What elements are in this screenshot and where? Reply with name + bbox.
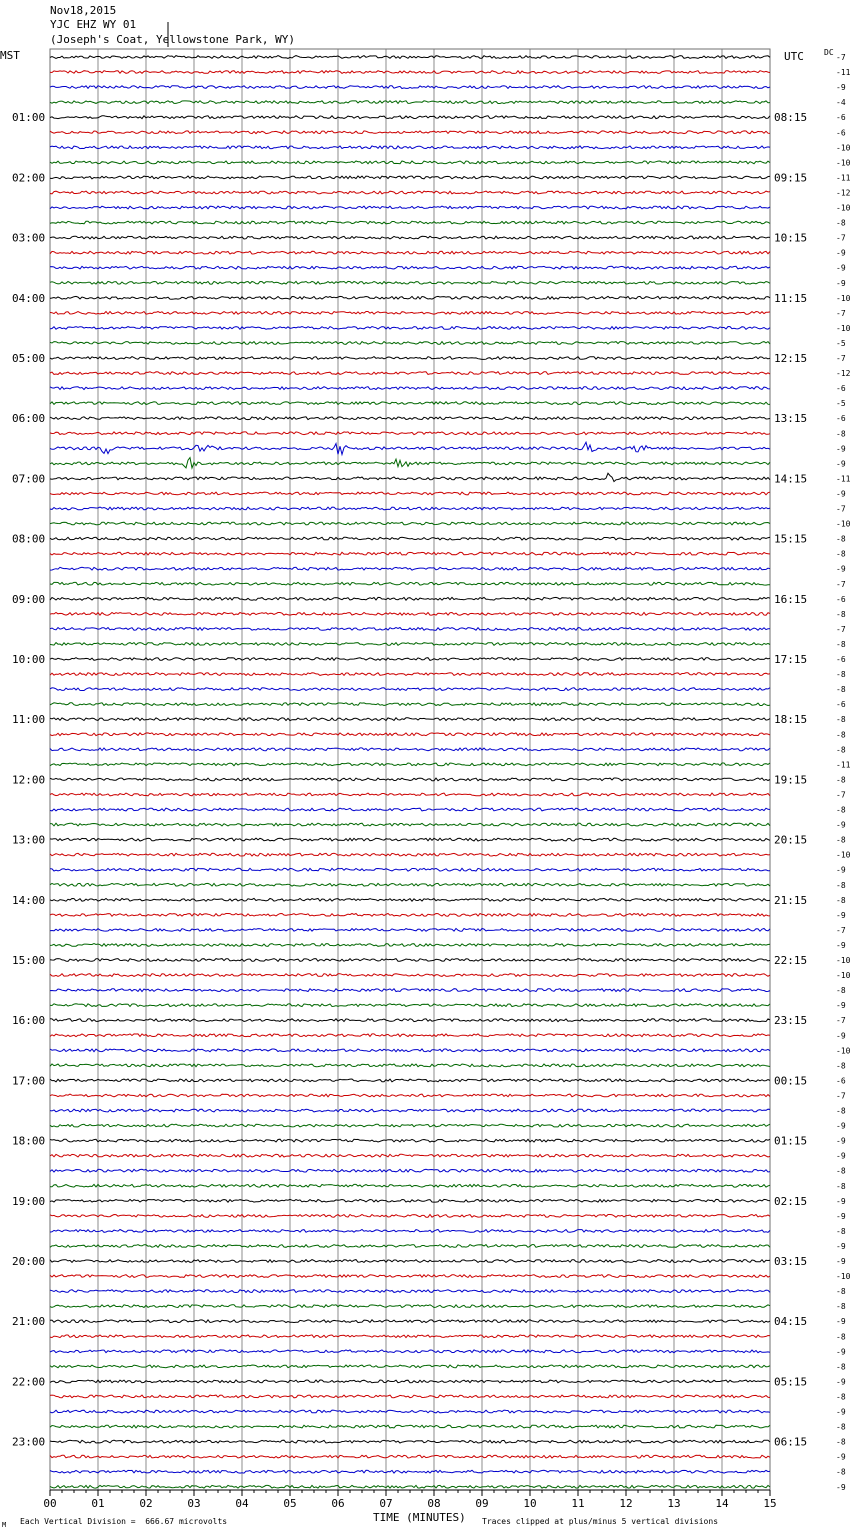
seismic-trace — [50, 673, 770, 676]
left-hour-label: 09:00 — [12, 592, 46, 606]
dc-offset-label: -9 — [836, 1347, 846, 1357]
seismic-trace — [50, 1290, 770, 1293]
seismic-trace — [50, 733, 770, 736]
right-hour-label: 00:15 — [774, 1074, 808, 1088]
dc-offset-label: -8 — [836, 1287, 846, 1297]
dc-offset-label: -7 — [836, 1016, 846, 1026]
seismic-trace — [50, 507, 770, 510]
seismic-trace — [50, 823, 770, 826]
dc-offset-label: -8 — [836, 218, 846, 228]
dc-offset-label: -9 — [836, 1241, 846, 1251]
seismic-trace — [50, 281, 770, 284]
seismic-trace — [50, 1169, 770, 1172]
seismic-trace — [50, 688, 770, 691]
dc-offset-label: -11 — [836, 474, 850, 484]
left-hour-label: 18:00 — [12, 1134, 46, 1148]
seismic-trace — [50, 778, 770, 781]
x-tick-label: 15 — [763, 1497, 777, 1510]
dc-offset-label: -10 — [836, 293, 850, 303]
x-axis-title: TIME (MINUTES) — [373, 1511, 466, 1524]
right-hour-label: 05:15 — [774, 1375, 808, 1389]
dc-offset-label: -9 — [836, 248, 846, 258]
seismic-trace — [50, 458, 770, 468]
seismic-trace — [50, 1124, 770, 1127]
dc-offset-label: -8 — [836, 1181, 846, 1191]
seismic-trace — [50, 1305, 770, 1308]
dc-offset-label: -9 — [836, 263, 846, 273]
footer-corner-mark: M — [2, 1521, 7, 1529]
dc-offset-label: -9 — [836, 83, 846, 93]
seismic-trace — [50, 372, 770, 375]
seismic-trace — [50, 417, 770, 420]
x-tick-label: 14 — [715, 1497, 729, 1510]
left-hour-label: 14:00 — [12, 893, 46, 907]
dc-offset-label: -10 — [836, 956, 850, 965]
dc-offset-label: -7 — [836, 504, 846, 514]
seismic-trace — [50, 312, 770, 315]
dc-offset-label: -9 — [836, 910, 846, 920]
dc-offset-label: -8 — [836, 895, 846, 905]
dc-offset-label: -8 — [836, 1332, 846, 1342]
seismic-trace — [50, 1034, 770, 1037]
seismic-trace — [50, 1320, 770, 1323]
right-timezone-label: UTC — [784, 50, 804, 63]
dc-offset-label: -8 — [836, 835, 846, 845]
dc-label: DC — [824, 48, 834, 57]
right-hour-label: 03:15 — [774, 1255, 808, 1268]
dc-offset-label: -10 — [836, 158, 850, 168]
seismic-trace — [50, 266, 770, 269]
seismic-trace — [50, 748, 770, 751]
dc-offset-label: -8 — [836, 1467, 846, 1477]
dc-offset-label: -8 — [836, 534, 846, 544]
left-hour-label: 20:00 — [12, 1255, 46, 1268]
seismic-trace — [50, 131, 770, 134]
right-hour-label: 10:15 — [774, 231, 808, 245]
dc-offset-label: -10 — [836, 323, 850, 333]
seismic-trace — [50, 1275, 770, 1278]
dc-offset-label: -12 — [836, 369, 850, 379]
dc-offset-label: -9 — [836, 278, 846, 288]
seismic-trace — [50, 914, 770, 917]
dc-offset-label: -8 — [836, 1226, 846, 1236]
dc-offset-label: -9 — [836, 1031, 846, 1041]
dc-offset-label: -7 — [836, 790, 846, 800]
seismic-trace — [50, 567, 770, 570]
dc-offset-label: -9 — [836, 1377, 846, 1387]
left-hour-label: 10:00 — [12, 653, 46, 666]
seismic-trace — [50, 853, 770, 856]
left-hour-label: 06:00 — [12, 412, 46, 426]
seismic-trace — [50, 86, 770, 89]
seismic-trace — [50, 1049, 770, 1052]
seismic-trace — [50, 1230, 770, 1233]
seismic-trace — [50, 989, 770, 992]
right-hour-label: 17:15 — [774, 653, 808, 666]
dc-offset-label: -9 — [836, 1452, 846, 1462]
left-hour-label: 04:00 — [12, 291, 46, 305]
right-hour-label: 16:15 — [774, 592, 808, 606]
seismic-trace — [50, 1350, 770, 1353]
dc-offset-label: -9 — [836, 459, 846, 469]
dc-offset-label: -6 — [836, 414, 846, 424]
seismic-trace — [50, 1079, 770, 1082]
seismic-trace — [50, 1215, 770, 1218]
header-station: YJC EHZ WY 01 — [50, 18, 137, 31]
dc-offset-label: -8 — [836, 775, 846, 785]
dc-offset-label: -7 — [836, 1091, 846, 1101]
dc-offset-label: -8 — [836, 1061, 846, 1071]
right-hour-label: 06:15 — [774, 1435, 808, 1449]
dc-offset-label: -9 — [836, 564, 846, 574]
seismic-trace — [50, 1109, 770, 1112]
dc-offset-label: -9 — [836, 1407, 846, 1417]
dc-offset-label: -6 — [836, 1076, 846, 1086]
dc-offset-label: -8 — [836, 986, 846, 996]
dc-offset-label: -9 — [836, 1482, 846, 1492]
dc-offset-label: -4 — [836, 98, 846, 108]
right-hour-label: 04:15 — [774, 1315, 808, 1329]
seismic-trace — [50, 552, 770, 555]
right-hour-label: 09:15 — [774, 171, 808, 185]
seismic-trace — [50, 1064, 770, 1067]
seismic-trace — [50, 582, 770, 585]
dc-offset-label: -10 — [836, 519, 850, 529]
left-hour-label: 05:00 — [12, 352, 46, 365]
seismic-trace — [50, 838, 770, 841]
seismic-trace — [50, 357, 770, 360]
dc-offset-label: -8 — [836, 609, 846, 619]
dc-offset-label: -8 — [836, 880, 846, 890]
left-hour-label: 01:00 — [12, 111, 46, 125]
left-hour-label: 15:00 — [12, 954, 46, 967]
left-hour-label: 22:00 — [12, 1375, 46, 1389]
dc-offset-label: -9 — [836, 1001, 846, 1011]
right-hour-label: 02:15 — [774, 1194, 808, 1208]
seismic-trace — [50, 1139, 770, 1142]
seismic-trace — [50, 597, 770, 600]
dc-offset-label: -8 — [836, 1437, 846, 1447]
right-hour-label: 08:15 — [774, 111, 808, 125]
x-tick-label: 13 — [667, 1497, 681, 1510]
x-tick-label: 09 — [475, 1497, 489, 1510]
right-hour-label: 22:15 — [774, 954, 808, 967]
seismic-trace — [50, 1410, 770, 1413]
seismic-trace — [50, 522, 770, 525]
right-hour-label: 15:15 — [774, 532, 808, 546]
dc-offset-label: -10 — [836, 143, 850, 153]
seismic-trace — [50, 492, 770, 495]
seismic-trace — [50, 1184, 770, 1187]
seismic-trace — [50, 1335, 770, 1338]
seismic-trace — [50, 221, 770, 224]
seismic-trace — [50, 974, 770, 977]
seismic-trace — [50, 868, 770, 871]
x-tick-label: 04 — [235, 1497, 249, 1510]
right-hour-label: 23:15 — [774, 1014, 808, 1028]
seismic-trace — [50, 1260, 770, 1263]
dc-offset-label: -10 — [836, 850, 850, 860]
dc-offset-label: -8 — [836, 639, 846, 649]
seismic-trace — [50, 1199, 770, 1202]
trace-layer — [50, 56, 770, 1489]
seismic-trace — [50, 1380, 770, 1383]
dc-offset-label: -6 — [836, 113, 846, 123]
dc-offset-label: -11 — [836, 68, 850, 78]
dc-offset-label: -5 — [836, 338, 846, 348]
seismic-trace — [50, 1019, 770, 1022]
seismic-trace — [50, 703, 770, 706]
dc-offset-label: -8 — [836, 730, 846, 740]
dc-offset-label: -8 — [836, 1302, 846, 1312]
dc-offset-label: -8 — [836, 549, 846, 559]
x-tick-label: 00 — [43, 1497, 57, 1510]
footer-clip-note: Traces clipped at plus/minus 5 vertical divisions — [482, 1517, 719, 1526]
dc-offset-label: -6 — [836, 700, 846, 710]
x-axis — [43, 1490, 776, 1510]
dc-offset-label: -8 — [836, 745, 846, 755]
seismic-trace — [50, 658, 770, 661]
dc-offset-label: -5 — [836, 399, 846, 409]
seismic-trace — [50, 176, 770, 179]
dc-offset-label: -9 — [836, 1121, 846, 1131]
dc-offset-label: -10 — [836, 203, 850, 213]
right-hour-label: 12:15 — [774, 352, 808, 365]
left-hour-label: 08:00 — [12, 532, 46, 546]
seismic-trace — [50, 146, 770, 149]
seismic-trace — [50, 1365, 770, 1368]
header-date: Nov18,2015 — [50, 4, 117, 17]
seismic-trace — [50, 161, 770, 164]
seismic-trace — [50, 296, 770, 299]
seismic-trace — [50, 251, 770, 254]
right-hour-label: 14:15 — [774, 472, 808, 486]
plot-frame — [50, 49, 770, 1490]
seismic-trace — [50, 432, 770, 435]
dc-offset-label: -8 — [836, 1106, 846, 1116]
seismic-trace — [50, 1154, 770, 1157]
dc-offset-label: -8 — [836, 1166, 846, 1176]
x-tick-label: 07 — [379, 1497, 393, 1510]
right-hour-label: 11:15 — [774, 291, 808, 305]
seismic-trace — [50, 959, 770, 962]
dc-offset-label: -9 — [836, 865, 846, 875]
seismic-trace — [50, 643, 770, 646]
dc-offset-label: -7 — [836, 925, 846, 935]
dc-offset-label: -9 — [836, 820, 846, 830]
seismic-trace — [50, 387, 770, 390]
dc-offset-label: -9 — [836, 1317, 846, 1327]
left-hour-label: 03:00 — [12, 231, 46, 245]
dc-offset-label: -9 — [836, 489, 846, 499]
dc-offset-label: -10 — [836, 971, 850, 981]
x-tick-label: 11 — [571, 1497, 585, 1510]
left-hour-label: 11:00 — [12, 713, 46, 727]
x-tick-label: 03 — [187, 1497, 201, 1510]
left-hour-label: 19:00 — [12, 1194, 46, 1208]
seismic-trace — [50, 808, 770, 811]
seismic-trace — [50, 628, 770, 631]
seismic-trace — [50, 116, 770, 119]
dc-offset-label: -7 — [836, 624, 846, 634]
dc-offset-label: -9 — [836, 444, 846, 454]
seismic-trace — [50, 191, 770, 194]
seismic-trace — [50, 944, 770, 947]
seismic-trace — [50, 1094, 770, 1097]
seismic-trace — [50, 236, 770, 239]
seismic-trace — [50, 402, 770, 405]
dc-offset-label: -8 — [836, 685, 846, 695]
dc-offset-label: -7 — [836, 53, 846, 62]
dc-offset-label: -9 — [836, 1211, 846, 1221]
seismic-trace — [50, 1470, 770, 1473]
seismic-trace — [50, 327, 770, 330]
dc-offset-label: -6 — [836, 655, 846, 664]
left-timezone-label: MST — [0, 49, 20, 62]
dc-offset-label: -6 — [836, 384, 846, 394]
dc-offset-label: -8 — [836, 670, 846, 680]
left-hour-label: 13:00 — [12, 833, 46, 847]
left-hour-label: 17:00 — [12, 1074, 46, 1088]
seismic-trace — [50, 1004, 770, 1007]
right-hour-label: 19:15 — [774, 773, 808, 787]
right-hour-label: 20:15 — [774, 833, 808, 847]
seismic-trace — [50, 763, 770, 766]
seismic-trace — [50, 1440, 770, 1443]
dc-offset-label: -8 — [836, 1422, 846, 1432]
dc-offset-label: -9 — [836, 1196, 846, 1206]
dc-offset-label: -9 — [836, 1257, 846, 1266]
header-location: (Joseph's Coat, Yellowstone Park, WY) — [50, 33, 296, 46]
dc-offset-label: -8 — [836, 429, 846, 439]
x-tick-label: 10 — [523, 1497, 537, 1510]
right-hour-label: 18:15 — [774, 713, 808, 727]
dc-offset-label: -10 — [836, 1272, 850, 1282]
seismic-trace — [50, 793, 770, 796]
dc-offset-label: -9 — [836, 1151, 846, 1161]
dc-offset-label: -7 — [836, 354, 846, 363]
left-hour-label: 02:00 — [12, 171, 46, 185]
left-hour-label: 12:00 — [12, 773, 46, 787]
left-hour-label: 07:00 — [12, 472, 46, 486]
dc-offset-label: -7 — [836, 308, 846, 318]
dc-offset-label: -8 — [836, 1362, 846, 1372]
seismic-trace — [50, 537, 770, 540]
dc-offset-label: -8 — [836, 805, 846, 815]
seismic-trace — [50, 718, 770, 721]
seismic-trace — [50, 442, 770, 454]
seismic-trace — [50, 71, 770, 74]
x-tick-label: 12 — [619, 1497, 633, 1510]
dc-offset-label: -11 — [836, 173, 850, 183]
seismic-trace — [50, 898, 770, 901]
left-hour-label: 16:00 — [12, 1014, 46, 1028]
seismic-trace — [50, 206, 770, 209]
x-tick-label: 06 — [331, 1497, 345, 1510]
seismic-trace — [50, 613, 770, 616]
x-tick-label: 02 — [139, 1497, 153, 1510]
seismic-trace — [50, 1455, 770, 1458]
dc-offset-label: -6 — [836, 128, 846, 138]
seismic-trace — [50, 101, 770, 104]
dc-offset-label: -6 — [836, 594, 846, 604]
right-hour-label: 01:15 — [774, 1134, 808, 1148]
dc-offset-label: -12 — [836, 188, 850, 198]
seismic-trace — [50, 473, 770, 481]
left-hour-label: 23:00 — [12, 1435, 46, 1449]
dc-offset-label: -7 — [836, 579, 846, 589]
dc-offset-label: -9 — [836, 1136, 846, 1146]
x-tick-label: 01 — [91, 1497, 105, 1510]
dc-offset-label: -8 — [836, 715, 846, 725]
dc-offset-label: -8 — [836, 1392, 846, 1402]
x-tick-label: 05 — [283, 1497, 297, 1510]
right-hour-label: 13:15 — [774, 412, 808, 426]
dc-offset-label: -11 — [836, 760, 850, 770]
seismic-trace — [50, 1245, 770, 1248]
seismic-trace — [50, 342, 770, 345]
left-hour-label: 21:00 — [12, 1315, 46, 1329]
right-hour-label: 21:15 — [774, 893, 808, 907]
seismic-trace — [50, 1485, 770, 1488]
seismic-trace — [50, 1395, 770, 1398]
dc-offset-label: -7 — [836, 233, 846, 243]
footer-scale-note: Each Vertical Division = 666.67 microvolts — [20, 1517, 228, 1526]
seismic-trace — [50, 1425, 770, 1428]
seismic-trace — [50, 883, 770, 886]
seismic-trace — [50, 56, 770, 59]
dc-offset-label: -9 — [836, 940, 846, 950]
seismic-trace — [50, 929, 770, 932]
grid-layer — [50, 49, 770, 1490]
dc-offset-label: -10 — [836, 1046, 850, 1056]
x-tick-label: 08 — [427, 1497, 441, 1510]
